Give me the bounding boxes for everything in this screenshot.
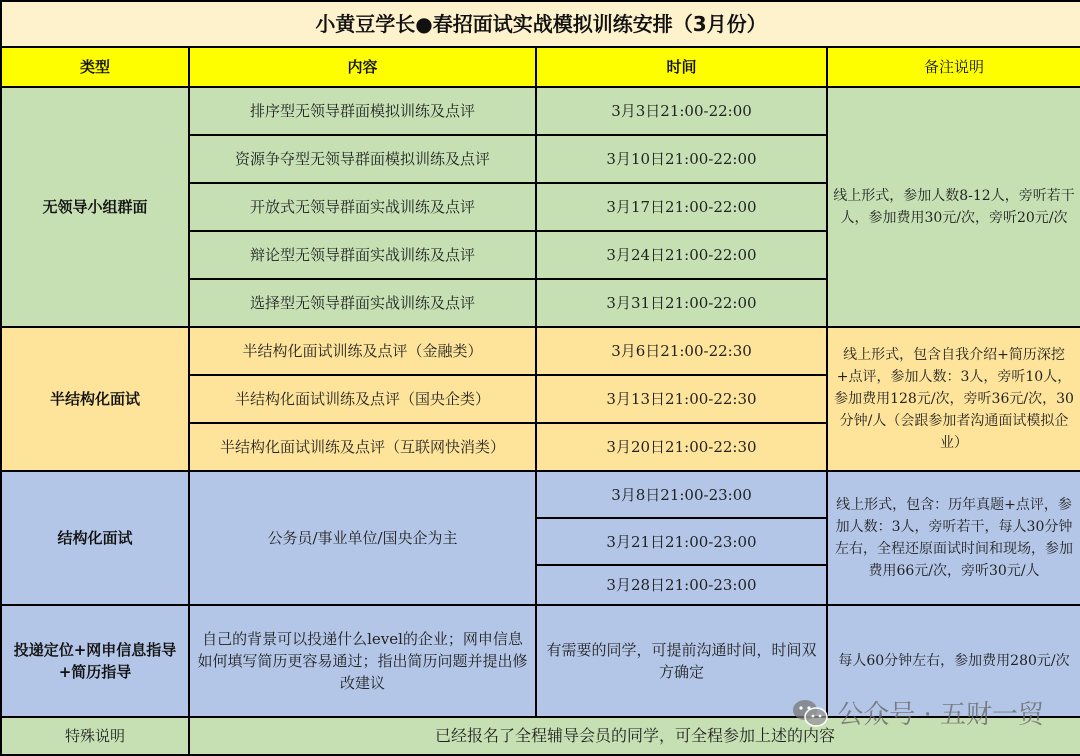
note-cell: 线上形式，参加人数8-12人，旁听若干人，参加费用30元/次，旁听20元/次 xyxy=(827,87,1080,327)
time-cell: 3月21日21:00-23:00 xyxy=(536,518,827,565)
content-cell: 半结构化面试训练及点评（互联网快消类） xyxy=(189,423,536,471)
time-cell: 有需要的同学，可提前沟通时间，时间双方确定 xyxy=(536,605,827,717)
content-cell: 辩论型无领导群面实战训练及点评 xyxy=(189,231,536,279)
header-type: 类型 xyxy=(1,47,189,87)
time-cell: 3月10日21:00-22:00 xyxy=(536,135,827,183)
content-cell: 排序型无领导群面模拟训练及点评 xyxy=(189,87,536,135)
header-note: 备注说明 xyxy=(827,47,1080,87)
time-cell: 3月6日21:00-22:30 xyxy=(536,327,827,375)
header-content: 内容 xyxy=(189,47,536,87)
category-resume-guidance: 投递定位+网申信息指导+简历指导 xyxy=(1,605,189,717)
table-title: 小黄豆学长●春招面试实战模拟训练安排（3月份） xyxy=(1,1,1080,47)
table-row xyxy=(1,605,1080,717)
content-cell: 自己的背景可以投递什么level的企业；网申信息如何填写简历更容易通过；指出简历问题并提出修改建议 xyxy=(189,605,536,717)
time-cell: 3月24日21:00-22:00 xyxy=(536,231,827,279)
content-cell: 开放式无领导群面实战训练及点评 xyxy=(189,183,536,231)
content-cell: 半结构化面试训练及点评（国央企类） xyxy=(189,375,536,423)
content-cell: 半结构化面试训练及点评（金融类） xyxy=(189,327,536,375)
time-cell: 3月31日21:00-22:00 xyxy=(536,279,827,327)
time-cell: 3月28日21:00-23:00 xyxy=(536,565,827,605)
footer-label: 特殊说明 xyxy=(1,717,189,755)
time-cell: 3月20日21:00-22:30 xyxy=(536,423,827,471)
watermark-text: 公众号 · 五财一贸 xyxy=(837,700,1044,730)
table-row xyxy=(1,327,1080,375)
category-structured: 结构化面试 xyxy=(1,471,189,605)
table-row xyxy=(1,471,1080,518)
time-cell: 3月17日21:00-22:00 xyxy=(536,183,827,231)
header-time: 时间 xyxy=(536,47,827,87)
content-cell: 资源争夺型无领导群面模拟训练及点评 xyxy=(189,135,536,183)
note-cell: 线上形式，包含自我介绍+简历深挖+点评，参加人数：3人，旁听10人，参加费用128元/次，旁听36元/次，30分钟/人（会跟参加者沟通面试模拟企业） xyxy=(827,327,1080,471)
time-cell: 3月13日21:00-22:30 xyxy=(536,375,827,423)
time-cell: 3月3日21:00-22:00 xyxy=(536,87,827,135)
content-cell: 选择型无领导群面实战训练及点评 xyxy=(189,279,536,327)
content-cell: 公务员/事业单位/国央企为主 xyxy=(189,471,536,605)
category-semi-structured: 半结构化面试 xyxy=(1,327,189,471)
table-row xyxy=(1,87,1080,135)
footer-text: 已经报名了全程辅导会员的同学，可全程参加上述的内容 xyxy=(189,717,1080,755)
note-cell: 线上形式，包含：历年真题+点评，参加人数：3人，旁听若干，每人30分钟左右，全程还原面试时间和现场，参加费用66元/次，旁听30元/人 xyxy=(827,471,1080,605)
category-leaderless-group: 无领导小组群面 xyxy=(1,87,189,327)
time-cell: 3月8日21:00-23:00 xyxy=(536,471,827,518)
note-cell: 每人60分钟左右，参加费用280元/次 xyxy=(827,605,1080,717)
